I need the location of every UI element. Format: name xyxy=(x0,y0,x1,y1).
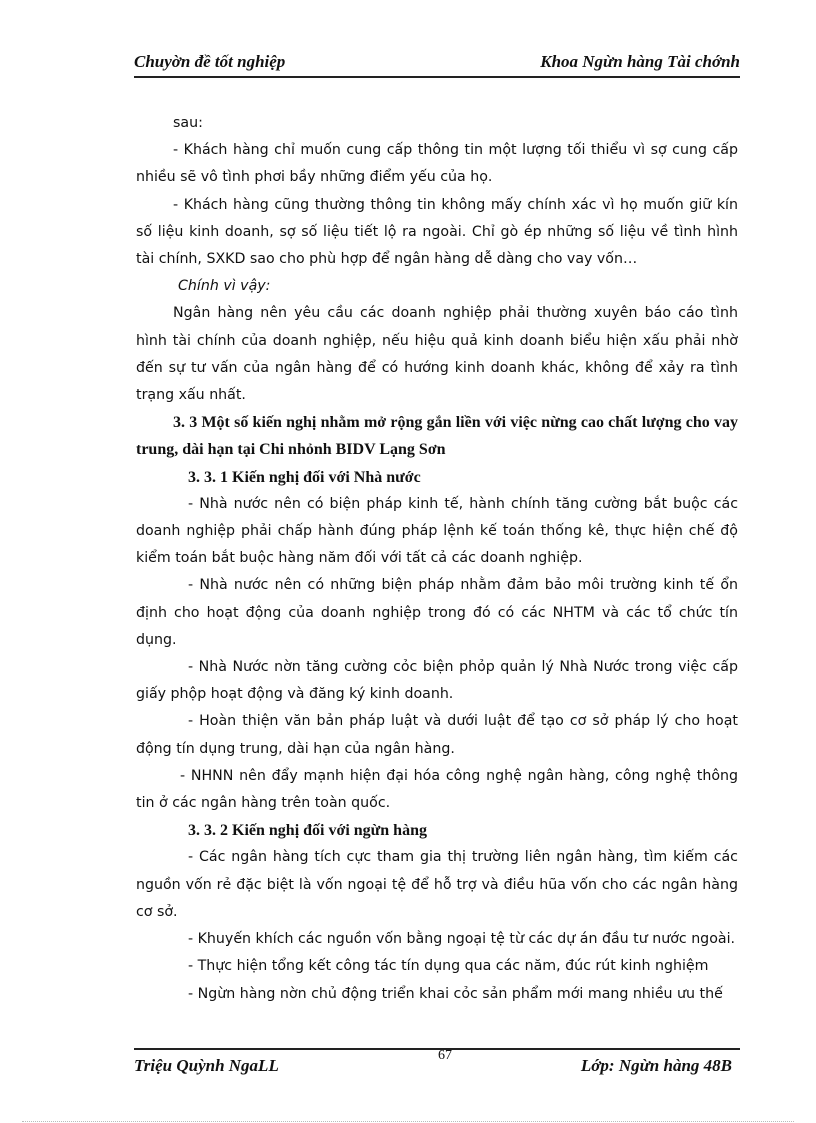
subsection-heading: 3. 3. 2 Kiến nghị đối với ngừn hàng xyxy=(188,822,427,840)
page-number: 67 xyxy=(438,1048,452,1063)
footer-author: Triệu Quỳnh NgaLL xyxy=(134,1056,279,1075)
header-faculty: Khoa Ngừn hàng Tài chớnh xyxy=(540,52,740,71)
paragraph: - Ngừn hàng nờn chủ động triển khai cỏc sản phẩm mới mang nhiều ưu thế xyxy=(188,985,723,1002)
paragraph: - Khách hàng chỉ muốn cung cấp thông tin một lượng tối thiểu vì sợ cung cấp nhiều sẽ vô tình phơi bầy những điểm yếu của họ. xyxy=(136,142,738,186)
paragraph: - Nhà Nước nờn tăng cường cỏc biện phỏp quản lý Nhà Nước trong việc cấp giấy phộp hoạt động và đăng ký kinh doanh. xyxy=(136,659,738,703)
paragraph: - Nhà nước nên có những biện pháp nhằm đảm bảo môi trường kinh tế ổn định cho hoạt động của doanh nghiệp trong đó có các NHTM và các tổ chức tín dụng. xyxy=(136,577,738,648)
paragraph: - Thực hiện tổng kết công tác tín dụng qua các năm, đúc rút kinh nghiệm xyxy=(188,958,709,975)
header-thesis-title: Chuyờn đề tốt nghiệp xyxy=(134,52,286,71)
paragraph: - NHNN nên đẩy mạnh hiện đại hóa công nghệ ngân hàng, công nghệ thông tin ở các ngân hàng trên toàn quốc. xyxy=(136,767,738,812)
page-border-divider xyxy=(22,1121,794,1122)
paragraph: - Khách hàng cũng thường thông tin không mấy chính xác vì họ muốn giữ kín số liệu kinh doanh, sợ số liệu tiết lộ ra ngoài. Chỉ gò ép những số liệu về tình hình tài chính, SXKD sao cho phù hợp để ngân hàng dễ dàng cho vay vốn… xyxy=(136,196,738,268)
subsection-heading: 3. 3. 1 Kiến nghị đối với Nhà nước xyxy=(188,468,421,486)
paragraph: sau: xyxy=(173,115,203,131)
paragraph: - Khuyến khích các nguồn vốn bằng ngoại tệ từ các dự án đầu tư nước ngoài. xyxy=(188,931,736,948)
page-footer xyxy=(134,1048,740,1080)
footer-class: Lớp: Ngừn hàng 48B xyxy=(580,1056,732,1075)
page-header xyxy=(134,46,740,78)
paragraph-emphasis: Chính vì vậy: xyxy=(178,278,271,295)
paragraph: Ngân hàng nên yêu cầu các doanh nghiệp phải thường xuyên báo cáo tình hình tài chính của doanh nghiệp, nếu hiệu quả kinh doanh biểu hiện xấu phải nhờ đến sự tư vấn của ngân hàng để có hướng kinh doanh khác, không để xảy ra tình trạng xấu nhất. xyxy=(136,305,738,404)
paragraph: - Hoàn thiện văn bản pháp luật và dưới luật để tạo cơ sở pháp lý cho hoạt động tín dụng trung, dài hạn của ngân hàng. xyxy=(136,713,738,757)
paragraph: - Nhà nước nên có biện pháp kinh tế, hành chính tăng cường bắt buộc các doanh nghiệp phải chấp hành đúng pháp lệnh kế toán thống kê, thực hiện chế độ kiểm toán bắt buộc hàng năm đối với tất cả các doanh nghiệp. xyxy=(136,495,738,567)
paragraph: - Các ngân hàng tích cực tham gia thị trường liên ngân hàng, tìm kiếm các nguồn vốn rẻ đặc biệt là vốn ngoại tệ để hỗ trợ và điều hũa vốn cho các ngân hàng cơ sở. xyxy=(136,849,738,920)
section-heading: 3. 3 Một số kiến nghị nhằm mở rộng gắn liền với việc nừng cao chất lượng cho vay trung, dài hạn tại Chi nhỏnh BIDV Lạng Sơn xyxy=(136,414,738,459)
document-body xyxy=(136,110,738,1008)
